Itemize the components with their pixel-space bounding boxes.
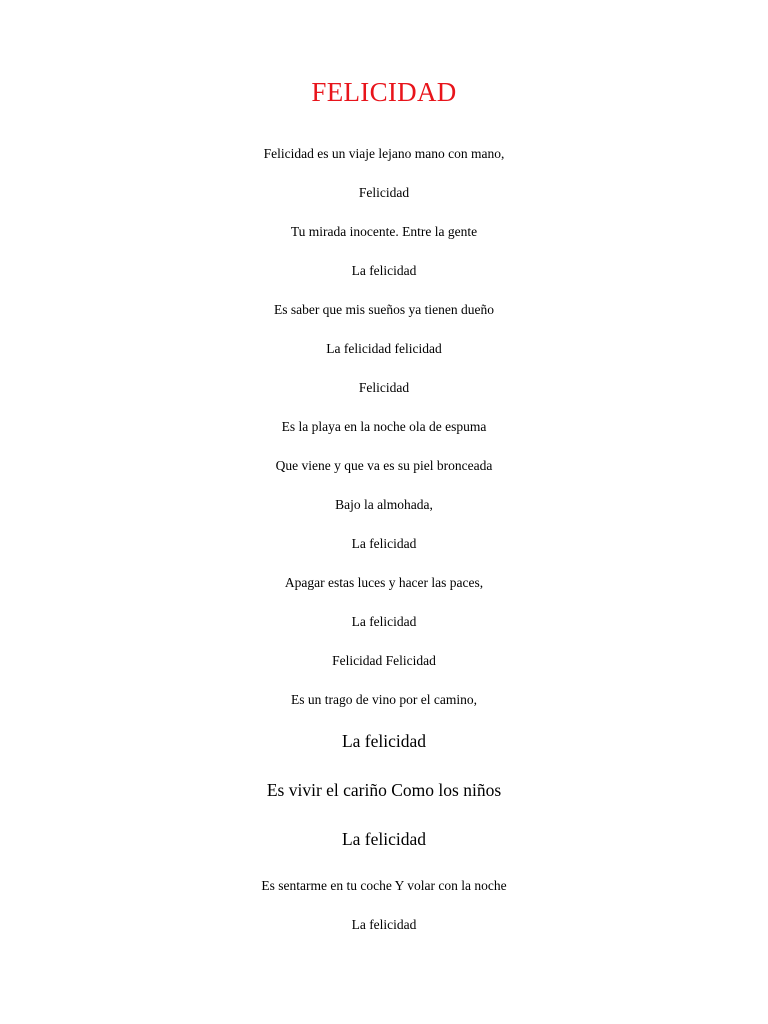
- poem-line: Felicidad Felicidad: [332, 653, 436, 668]
- poem-line: Apagar estas luces y hacer las paces,: [284, 575, 484, 590]
- poem-line: Felicidad es un viaje lejano mano con mano,: [263, 146, 505, 161]
- poem-line: Bajo la almohada,: [335, 497, 433, 512]
- poem-line: Felicidad: [358, 185, 410, 200]
- poem-line: La felicidad: [351, 917, 417, 932]
- poem-line: La felicidad: [351, 536, 417, 551]
- poem-line: Es la playa en la noche ola de espuma: [281, 419, 487, 434]
- poem-line: Es vivir el cariño Como los niños: [266, 780, 502, 800]
- poem-line: Que viene y que va es su piel bronceada: [275, 458, 493, 473]
- poem-line: La felicidad: [351, 263, 417, 278]
- page-title: FELICIDAD: [311, 77, 457, 107]
- poem-line: La felicidad: [351, 614, 417, 629]
- poem-line: Es sentarme en tu coche Y volar con la noche: [261, 878, 507, 893]
- poem-line: La felicidad: [341, 731, 427, 751]
- poem-line: Es saber que mis sueños ya tienen dueño: [273, 302, 495, 317]
- poem-line: La felicidad: [341, 829, 427, 849]
- poem-line: Felicidad: [358, 380, 410, 395]
- poem-line: La felicidad felicidad: [326, 341, 442, 356]
- poem-line: Tu mirada inocente. Entre la gente: [290, 224, 478, 239]
- poem-line: Es un trago de vino por el camino,: [291, 692, 477, 707]
